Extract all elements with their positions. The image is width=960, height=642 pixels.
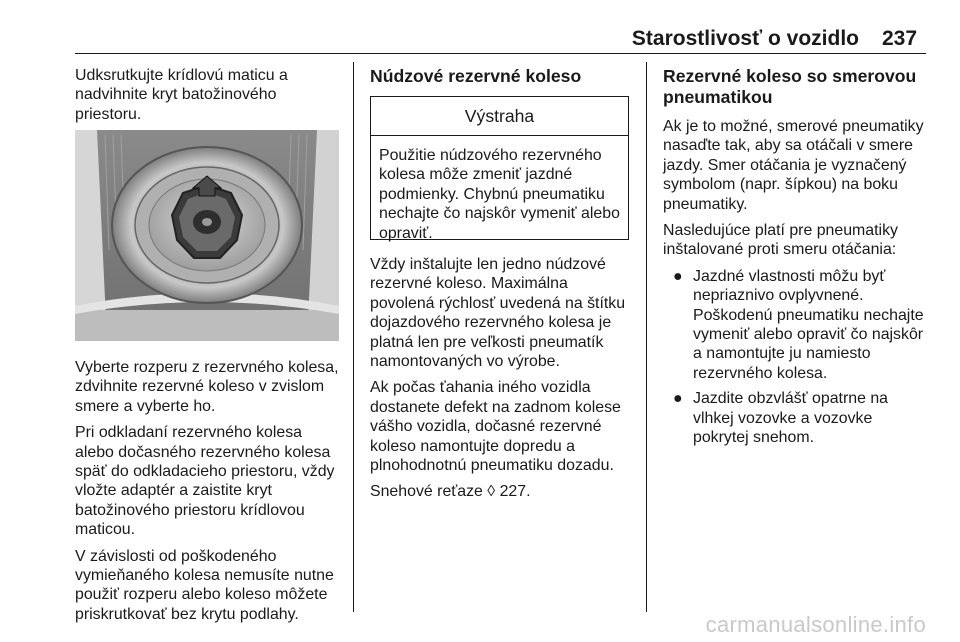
warning-title: Výstraha	[371, 97, 628, 136]
header-title: Starostlivosť o vozidlo	[631, 27, 859, 50]
column-2	[370, 255, 632, 509]
paragraph: Udksrutkujte krídlovú maticu a nadvihnite kryt batožinového priestoru.	[75, 67, 288, 123]
list-item-text: Jazdite obzvlášť opatrne na vlhkej vozovke a vozovke pokrytej snehom.	[693, 390, 889, 447]
list-item	[663, 267, 927, 383]
page-reference-icon: ◊	[487, 483, 496, 501]
bullet-list	[663, 267, 927, 448]
cross-reference-text: Snehové reťaze	[370, 483, 483, 501]
paragraph: V závislosti od poškodeného vymieňaného kolesa nemusíte nutne použiť rozperu alebo koleso môžete priskrutkovať bez krytu podlahy.	[75, 547, 334, 623]
spare-wheel-illustration	[75, 130, 339, 341]
cross-reference-page: 227.	[499, 483, 531, 501]
list-item-subtext: Poškodenú pneumatiku nechajte vymeniť alebo opraviť čo najskôr a namontujte ju namiesto rezervného kolesa.	[693, 306, 924, 382]
page-number: 237	[882, 27, 918, 50]
paragraph: Vyberte rozperu z rezervného kolesa, zdvihnite rezervné koleso v zvislom smere a vyberte ho.	[75, 359, 339, 415]
paragraph: Vždy inštalujte len jedno núdzové rezervné koleso. Maximálna povolená rýchlosť uvedená na štítku dojazdového rezervného kolesa je platná len pre veľkosti pneumatík namontovaných vo výrobe.	[370, 256, 626, 371]
column-2-heading-wrap	[370, 66, 632, 87]
paragraph: Nasledujúce platí pre pneumatiky inštalované proti smeru otáčania:	[663, 222, 898, 259]
column-divider	[353, 62, 354, 612]
spare-wheel-figure	[75, 130, 339, 341]
watermark: carmanualsonline.info	[705, 612, 926, 637]
paragraph: Pri odkladaní rezervného kolesa alebo dočasného rezervného kolesa späť do odkladacieho priestoru, vždy vložte adaptér a zaistite kryt batožinového priestoru krídlovou maticou.	[75, 424, 335, 539]
header-rule	[75, 53, 926, 54]
warning-text: Použitie núdzového rezervného kolesa môže zmeniť jazdné podmienky. Chybnú pneumatiku nechajte čo najskôr vymeniť alebo opraviť.	[379, 147, 620, 242]
cross-reference	[370, 482, 632, 501]
bullet-icon: ●	[673, 390, 683, 408]
list-item-text: Jazdné vlastnosti môžu byť nepriaznivo ovplyvnené.	[693, 267, 886, 305]
column-1	[75, 66, 341, 131]
list-item	[663, 389, 927, 447]
column-1-lower	[75, 358, 341, 631]
column-3	[663, 66, 927, 454]
paragraph: Ak je to možné, smerové pneumatiky nasaďte tak, aby sa otáčali v smere jazdy. Smer otáčania je vyznačený symbolom (napr. šípkou) na boku pneumatiky.	[663, 118, 924, 213]
paragraph: Ak počas ťahania iného vozidla dostanete defekt na zadnom kolese vášho vozidla, dočasné rezervné koleso namontujte dopredu a plnohodnotnú pneumatiku dozadu.	[370, 379, 621, 475]
bullet-icon: ●	[673, 267, 683, 285]
section-heading: Núdzové rezervné koleso	[370, 66, 582, 86]
warning-box	[370, 96, 629, 240]
column-divider	[646, 62, 647, 612]
section-heading: Rezervné koleso so smerovou pneumatikou	[663, 66, 917, 107]
